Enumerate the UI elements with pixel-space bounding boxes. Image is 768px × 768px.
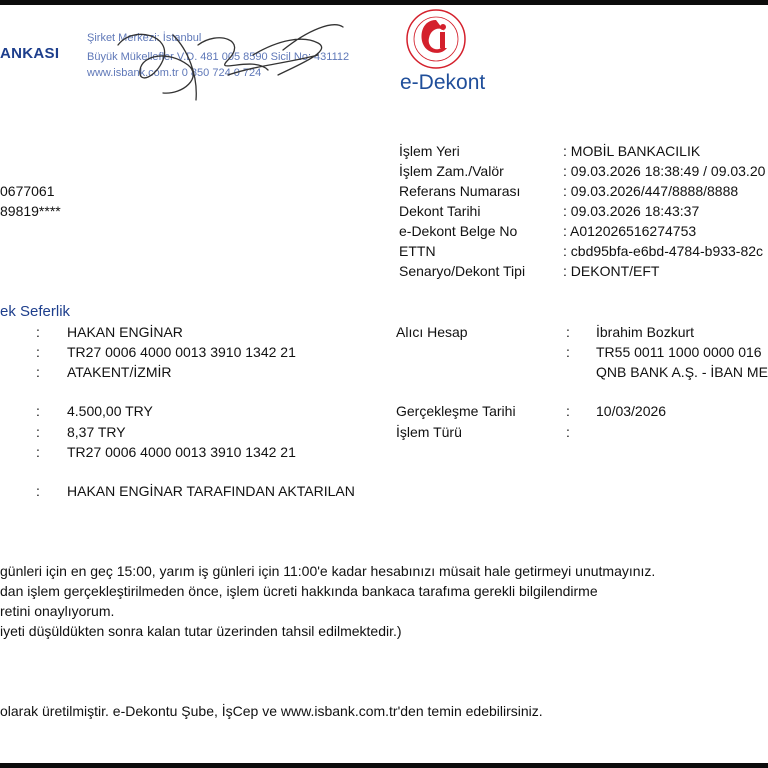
detail-separator: : bbox=[566, 403, 570, 419]
completion-date: 10/03/2026 bbox=[596, 403, 667, 419]
info-label: Referans Numarası bbox=[399, 183, 521, 199]
debit-iban: TR27 0006 4000 0013 3910 1342 21 bbox=[67, 444, 296, 460]
note-line: günleri için en geç 15:00, yarım iş günleri için 11:00'e kadar hesabınızı müsait hale getirmeyi unutmayınız. bbox=[0, 563, 656, 579]
info-value: : MOBİL BANKACILIK bbox=[563, 143, 701, 159]
transfer-description: HAKAN ENGİNAR TARAFINDAN AKTARILAN bbox=[67, 483, 355, 499]
completion-date-label: Gerçekleşme Tarihi bbox=[396, 403, 516, 419]
info-value: : DEKONT/EFT bbox=[563, 263, 660, 279]
detail-separator: : bbox=[36, 344, 40, 360]
info-label: Senaryo/Dekont Tipi bbox=[399, 263, 526, 279]
note-line: iyeti düşüldükten sonra kalan tutar üzerinden tahsil edilmektedir.) bbox=[0, 623, 402, 639]
transfer-amount: 4.500,00 TRY bbox=[67, 403, 153, 419]
bank-name: ANKASI bbox=[0, 45, 60, 62]
detail-separator: : bbox=[566, 424, 570, 440]
footer-note: olarak üretilmiştir. e-Dekontu Şube, İşCep ve www.isbank.com.tr'den temin edebilirsiniz. bbox=[0, 703, 543, 719]
info-label: e-Dekont Belge No bbox=[399, 223, 518, 239]
info-value: : A012026516274753 bbox=[563, 223, 697, 239]
detail-separator: : bbox=[566, 344, 570, 360]
info-value: : cbd95bfa-e6bd-4784-b933-82c bbox=[563, 243, 764, 259]
masked-id-number: 89819**** bbox=[0, 203, 61, 219]
section-title: ek Seferlik bbox=[0, 303, 71, 320]
info-label: İşlem Yeri bbox=[399, 143, 460, 159]
transaction-type-label: İşlem Türü bbox=[396, 424, 462, 440]
detail-separator: : bbox=[36, 444, 40, 460]
info-value: : 09.03.2026 18:43:37 bbox=[563, 203, 700, 219]
service-quality-logo-icon bbox=[405, 8, 467, 70]
info-label: Dekont Tarihi bbox=[399, 203, 481, 219]
signature-image bbox=[78, 15, 368, 105]
info-label: ETTN bbox=[399, 243, 436, 259]
sender-iban: TR27 0006 4000 0013 3910 1342 21 bbox=[67, 344, 296, 360]
recipient-iban: TR55 0011 1000 0000 016 bbox=[596, 344, 762, 360]
headquarters-line: Şirket Merkezi: İstanbul bbox=[87, 32, 202, 44]
detail-separator: : bbox=[36, 483, 40, 499]
recipient-name: İbrahim Bozkurt bbox=[596, 324, 695, 340]
detail-separator: : bbox=[36, 424, 40, 440]
bottom-border bbox=[0, 763, 768, 768]
recipient-bank: QNB BANK A.Ş. - İBAN ME bbox=[596, 364, 768, 380]
info-value: : 09.03.2026/447/8888/8888 bbox=[563, 183, 739, 199]
note-line: retini onaylıyorum. bbox=[0, 603, 115, 619]
info-label: İşlem Zam./Valör bbox=[399, 163, 504, 179]
info-value: : 09.03.2026 18:38:49 / 09.03.20 bbox=[563, 163, 766, 179]
detail-separator: : bbox=[566, 324, 570, 340]
detail-separator: : bbox=[36, 324, 40, 340]
sender-name: HAKAN ENGİNAR bbox=[67, 324, 183, 340]
customer-number: 0677061 bbox=[0, 183, 55, 199]
transaction-fee: 8,37 TRY bbox=[67, 424, 126, 440]
contact-line: www.isbank.com.tr 0 850 724 0 724 bbox=[87, 67, 262, 79]
document-title: e-Dekont bbox=[400, 71, 486, 94]
recipient-account-label: Alıcı Hesap bbox=[396, 324, 468, 340]
top-border bbox=[0, 0, 768, 5]
detail-separator: : bbox=[36, 403, 40, 419]
note-line: dan işlem gerçekleştirilmeden önce, işlem ücreti hakkında bankaca tarafıma gerekli bilgilendirme bbox=[0, 583, 598, 599]
detail-separator: : bbox=[36, 364, 40, 380]
tax-office-line: Büyük Mükellefler V.D. 481 005 8590 Sicil No: 431112 bbox=[87, 51, 350, 63]
sender-branch: ATAKENT/İZMİR bbox=[67, 364, 172, 380]
